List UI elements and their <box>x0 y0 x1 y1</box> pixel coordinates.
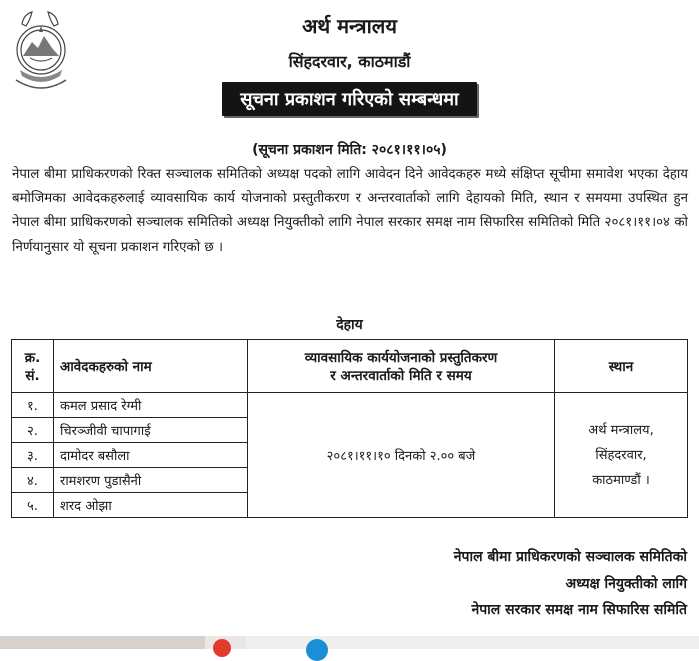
header-date-time: व्यावसायिक कार्ययोजनाको प्रस्तुतिकरण र अन्तरवार्ताको मिति र समय <box>248 340 555 393</box>
signature-line-2: अध्यक्ष नियुक्तीको लागि <box>565 576 687 592</box>
serial-number: ५. <box>12 493 54 518</box>
applicant-name: रामशरण पुडासैनी <box>54 468 248 493</box>
header-applicant-name: आवेदकहरुको नाम <box>54 340 248 393</box>
header-serial-number: क्र. सं. <box>12 340 54 393</box>
applicant-name: शरद ओझा <box>54 493 248 518</box>
notice-paragraph: नेपाल बीमा प्राधिकरणको रिक्त सञ्चालक समितिको अध्यक्ष पदको लागि आवेदन दिने आवेदकहरु मध्ये संक्षिप्त सूचीमा समावेश भएका देहाय बमोजिमका आवेदकहरुलाई व्यावसायिक कार्य योजनाको प्रस्तुतीकरण र अन्तरवार्ताको लागि देहायको मिति, स्थान र समयमा उपस्थित हुन नेपाल बीमा प्राधिकरणको सञ्चालक समितिको अध्यक्ष नियुक्तीको लागि नेपाल सरकार समक्ष नाम सिफारिस समितिको मिति २०८१।११।०४ को निर्णयानुसार यो सूचना प्रकाशन गरिएको छ । <box>12 167 688 255</box>
signature-line-1: नेपाल बीमा प्राधिकरणको सञ्चालक समितिको <box>453 549 687 565</box>
serial-number: ४. <box>12 468 54 493</box>
interview-place: अर्थ मन्त्रालय, सिंहदरवार, काठमाण्डौं । <box>555 393 688 518</box>
table-row <box>12 393 688 418</box>
red-circle-icon <box>213 639 231 657</box>
interview-date-time: २०८१।११।१० दिनको २.०० बजे <box>248 393 555 518</box>
applicant-table <box>11 339 688 518</box>
ministry-location: सिंहदरवार, काठमाडौं <box>288 52 411 71</box>
header-place: स्थान <box>555 340 688 393</box>
section-label: देहाय <box>336 317 363 333</box>
footer-bar-left <box>0 636 205 649</box>
ministry-title: अर्थ मन्त्रालय <box>302 14 397 38</box>
serial-number: १. <box>12 393 54 418</box>
blue-circle-icon <box>306 639 328 661</box>
serial-number: ३. <box>12 443 54 468</box>
publish-date: (सूचना प्रकाशन मिति: २०८१।११।०५) <box>252 142 447 158</box>
applicant-name: चिरञ्जीवी चापागाई <box>54 418 248 443</box>
table-header-row <box>12 340 688 393</box>
footer-strip <box>0 636 699 649</box>
applicant-name: कमल प्रसाद रेग्मी <box>54 393 248 418</box>
serial-number: २. <box>12 418 54 443</box>
notice-banner: सूचना प्रकाशन गरिएको सम्बन्धमा <box>222 82 476 116</box>
signature-line-3: नेपाल सरकार समक्ष नाम सिफारिस समिति <box>471 602 687 618</box>
applicant-name: दामोदर बसौला <box>54 443 248 468</box>
